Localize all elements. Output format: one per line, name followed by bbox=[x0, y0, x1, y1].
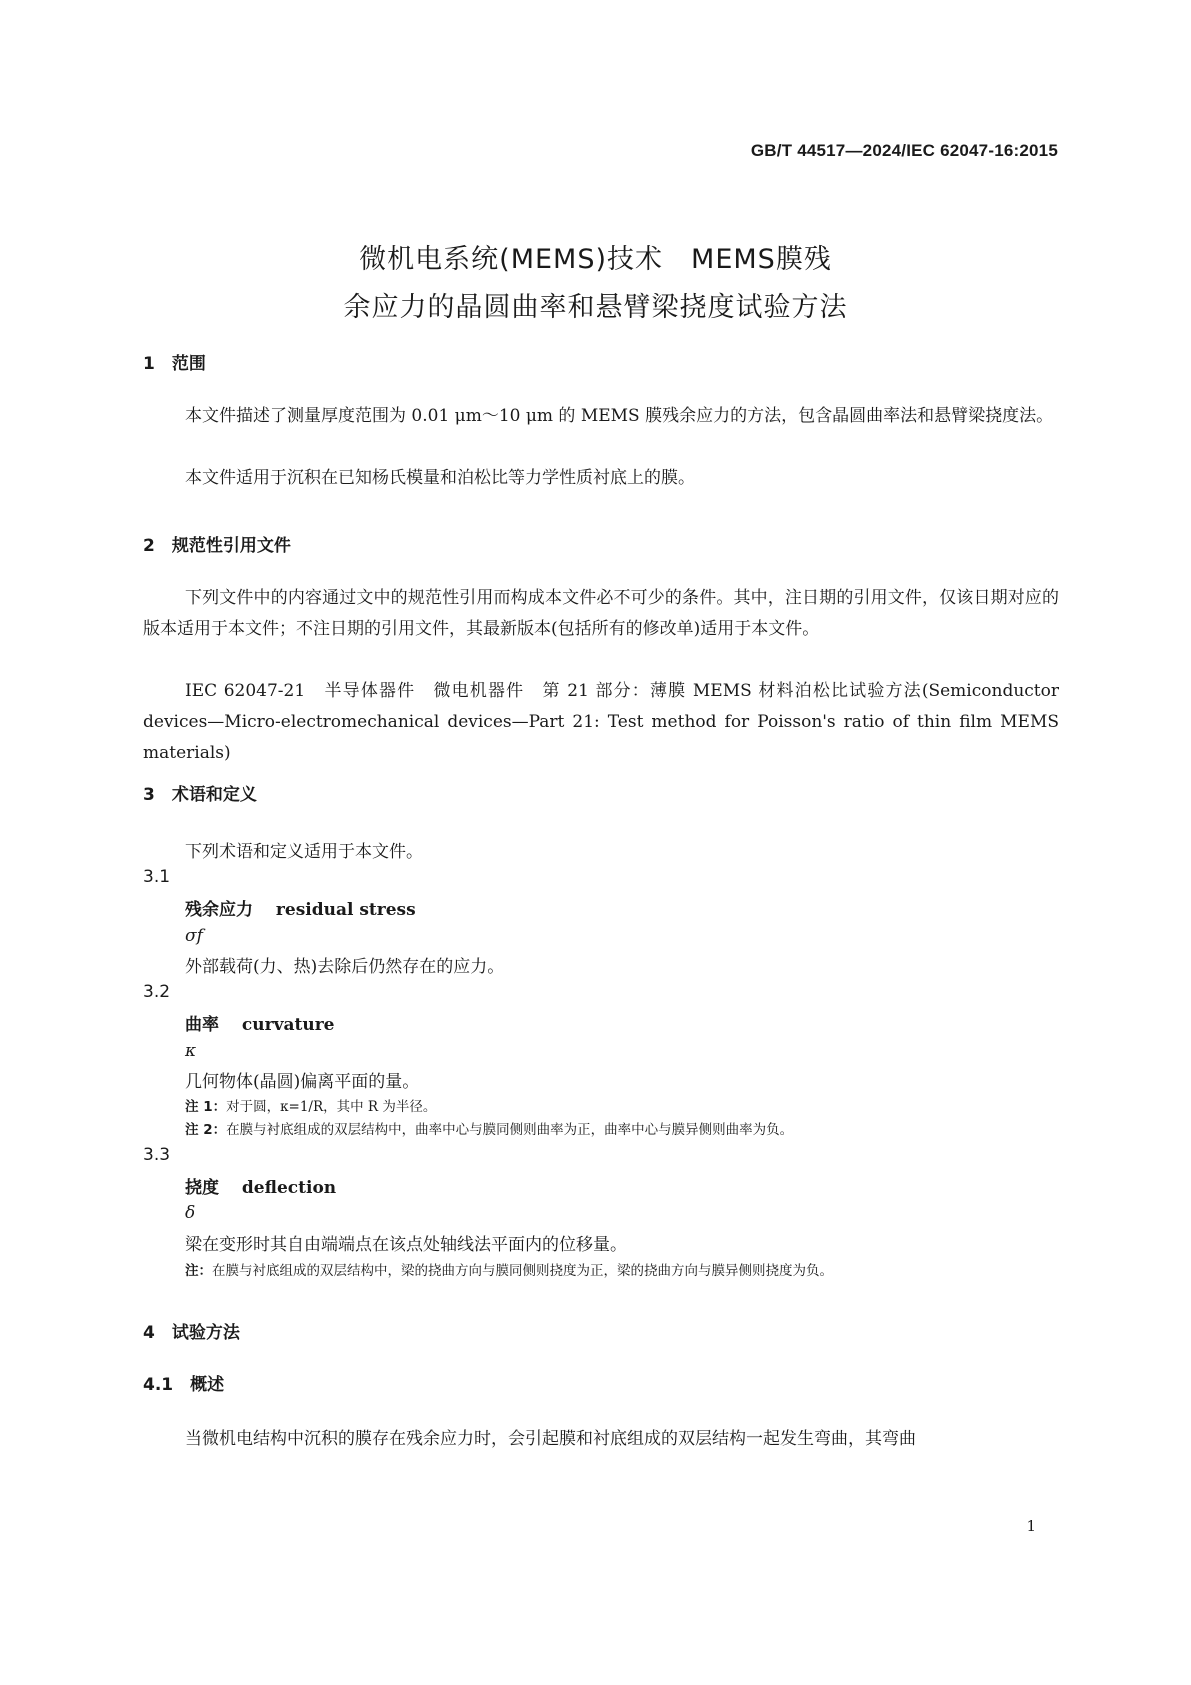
term-note bbox=[185, 1118, 793, 1138]
term-en: residual stress bbox=[275, 900, 416, 920]
term-zh: 曲率 bbox=[185, 1015, 219, 1035]
title-line-2: 余应力的晶圆曲率和悬臂梁挠度试验方法 bbox=[343, 292, 848, 323]
term-en: deflection bbox=[241, 1178, 337, 1198]
section-2-reference: IEC 62047-21 半导体器件 微电机器件 第 21 部分：薄膜 MEMS 材料泊松比试验方法(Semiconductor devices—Micro-electromechanical devices—Part 21: Test method for Poisson's ratio of thin film MEMS materials) bbox=[143, 681, 1059, 763]
title-line-1: 微机电系统(MEMS)技术 MEMS膜残 bbox=[359, 244, 832, 275]
term-definition: 梁在变形时其自由端端点在该点处轴线法平面内的位移量。 bbox=[185, 1235, 627, 1255]
term-zh: 挠度 bbox=[185, 1178, 219, 1198]
term-zh: 残余应力 bbox=[185, 900, 253, 920]
term-symbol: δ bbox=[185, 1203, 196, 1223]
standard-number: GB/T 44517—2024/IEC 62047-16:2015 bbox=[750, 141, 1058, 160]
term-definition: 几何物体(晶圆)偏离平面的量。 bbox=[185, 1072, 420, 1092]
term-name bbox=[185, 1010, 334, 1035]
section-1-heading: 1 范围 bbox=[143, 354, 206, 374]
term-symbol: σf bbox=[185, 926, 203, 946]
term-number: 3.1 bbox=[143, 867, 171, 887]
section-3-heading: 3 术语和定义 bbox=[143, 785, 257, 805]
term-number: 3.3 bbox=[143, 1145, 171, 1165]
note-text: 在膜与衬底组成的双层结构中，曲率中心与膜同侧则曲率为正，曲率中心与膜异侧则曲率为负。 bbox=[226, 1122, 794, 1138]
term-symbol: κ bbox=[185, 1041, 197, 1061]
term-name bbox=[185, 895, 416, 920]
term-en: curvature bbox=[241, 1015, 335, 1035]
note-text: 在膜与衬底组成的双层结构中，梁的挠曲方向与膜同侧则挠度为正，梁的挠曲方向与膜异侧则挠度为负。 bbox=[212, 1263, 833, 1279]
section-4-1-paragraph: 当微机电结构中沉积的膜存在残余应力时，会引起膜和衬底组成的双层结构一起发生弯曲，其弯曲 bbox=[185, 1429, 916, 1449]
term-note bbox=[185, 1095, 436, 1115]
section-3-intro: 下列术语和定义适用于本文件。 bbox=[185, 842, 423, 862]
section-1-paragraph-1: 本文件描述了测量厚度范围为 0.01 μm～10 μm 的 MEMS 膜残余应力的方法，包含晶圆曲率法和悬臂梁挠度法。 bbox=[185, 406, 1054, 426]
term-name bbox=[185, 1173, 336, 1198]
note-label: 注 1： bbox=[185, 1099, 227, 1115]
section-4-1-heading: 4.1 概述 bbox=[143, 1375, 225, 1395]
term-number: 3.2 bbox=[143, 982, 171, 1002]
section-4-heading: 4 试验方法 bbox=[143, 1323, 240, 1343]
note-label: 注 2： bbox=[185, 1122, 227, 1138]
document-title bbox=[0, 236, 1191, 332]
term-note bbox=[185, 1259, 833, 1279]
page-number: 1 bbox=[1026, 1517, 1036, 1535]
section-2-heading: 2 规范性引用文件 bbox=[143, 536, 291, 556]
section-1-paragraph-2: 本文件适用于沉积在已知杨氏模量和泊松比等力学性质衬底上的膜。 bbox=[185, 468, 695, 488]
note-text: 对于圆，κ=1/R，其中 R 为半径。 bbox=[226, 1099, 437, 1115]
term-definition: 外部载荷(力、热)去除后仍然存在的应力。 bbox=[185, 957, 505, 977]
note-label: 注： bbox=[185, 1263, 212, 1279]
section-2-paragraph-1: 下列文件中的内容通过文中的规范性引用而构成本文件必不可少的条件。其中，注日期的引用文件，仅该日期对应的版本适用于本文件；不注日期的引用文件，其最新版本(包括所有的修改单)适用于本文件。 bbox=[143, 588, 1059, 639]
